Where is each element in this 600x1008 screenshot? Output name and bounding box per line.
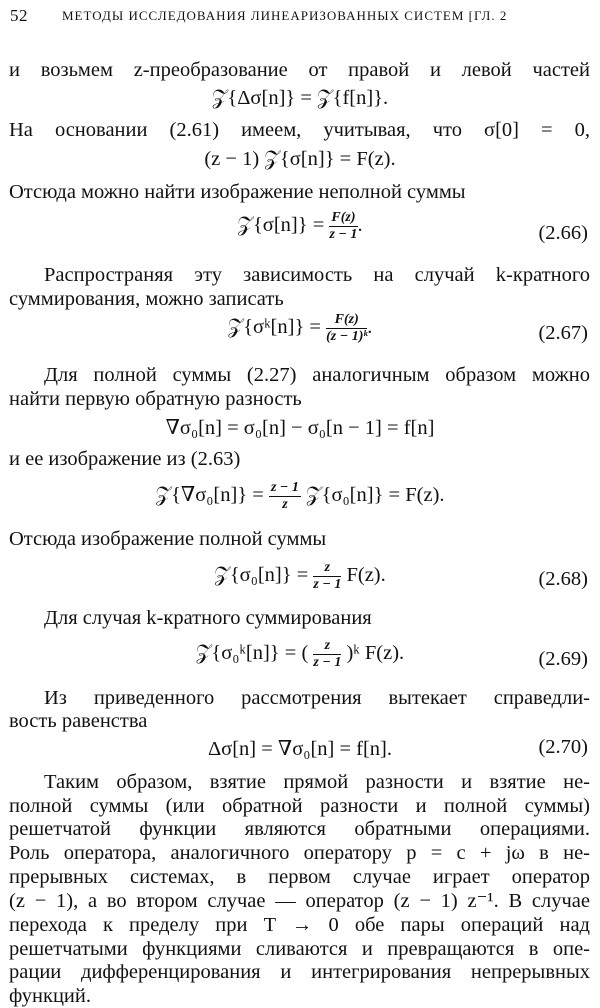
equation-lhs: 𝒵{∇σ₀[n]} = (155, 484, 264, 507)
equation-2-69 (0, 638, 600, 671)
page-header (10, 6, 588, 28)
equation-rhs: 𝒵{σ₀[n]} = F(z). (306, 484, 445, 507)
equation-2-67: 𝒵{σᵏ[n]} = $\frac{F(z)}{\text{(z − 1)ᵏ}}$ . (227, 312, 373, 344)
equation-rhs: F(z). (346, 564, 386, 587)
text-line: рации дифференцирования и интегрирования непрерывных (9, 961, 590, 983)
equation-2-68 (0, 560, 600, 593)
text-line: функций. (9, 985, 91, 1007)
text-line: Отсюда можно найти изображение неполной суммы (9, 181, 466, 203)
running-title: МЕТОДЫ ИССЛЕДОВАНИЯ ЛИНЕАРИЗОВАННЫХ СИСТЕМ [ГЛ. 2 (62, 8, 508, 23)
text-line: найти первую обратную разность (9, 388, 302, 410)
text-line: вость равенства (9, 710, 148, 732)
text-line: На основании (2.61) имеем, учитывая, что σ[0] = 0, (9, 119, 590, 141)
equation: 𝒵{Δσ[n]} = 𝒵{f[n]}. (211, 87, 389, 109)
text-line: Роль оператора, аналогичного оператору p = c + jω в не- (9, 842, 590, 864)
numerator: F(z) (331, 210, 356, 225)
text-line: и ее изображение из (2.63) (9, 448, 241, 470)
text-line: Отсюда изображение полной суммы (9, 528, 327, 550)
fraction (269, 480, 301, 513)
denominator: z − 1 (313, 577, 342, 592)
equation: ∇σ₀[n] = σ₀[n] − σ₀[n − 1] = f[n] (165, 417, 435, 439)
text-line: Таким образом, взятие прямой разности и взятие не- (44, 771, 590, 793)
equation-lhs: 𝒵{σ[n]} = (237, 214, 325, 237)
text-line: решетчатой функции являются обратными операциями. (9, 818, 590, 840)
text-line: суммирования, можно записать (9, 288, 284, 310)
text-line: прерывных системах, в первом случае играет оператор (9, 866, 590, 888)
numerator: F(z) (326, 312, 367, 329)
equation: (z − 1) 𝒵{σ[n]} = F(z). (204, 148, 396, 170)
text-line: и возьмем z-преобразование от правой и левой частей (9, 59, 590, 81)
equation-lhs: 𝒵{σ₀[n]} = (214, 564, 309, 587)
text-line: решетчатыми функциями сливаются и превращаются в опе- (9, 938, 590, 960)
equation-rhs: )ᵏ F(z). (346, 642, 405, 665)
equation (0, 480, 600, 513)
text-line: Для случая k-кратного суммирования (44, 607, 372, 629)
equation-number: (2.68) (538, 568, 588, 590)
text-line: (z − 1), а во втором случае — оператор (z − 1) z⁻¹. В случае (9, 890, 590, 912)
fraction (326, 312, 367, 345)
text-line: перехода к пределу при T → 0 обе пары операций над (9, 914, 590, 936)
page-number: 52 (10, 6, 28, 25)
text-line: Из приведенного рассмотрения вытекает справедли- (44, 687, 590, 709)
text-line: Для полной суммы (2.27) аналогичным образом можно (44, 364, 590, 386)
equation-number: (2.66) (538, 222, 588, 244)
numerator: z − 1 (270, 480, 299, 495)
equation-lhs: 𝒵{σᵏ[n]} = (227, 316, 321, 339)
text-line: Распространяя эту зависимость на случай k-кратного (44, 264, 590, 286)
equation-number: (2.69) (538, 648, 588, 670)
fraction (313, 560, 341, 593)
denominator: (z − 1)ᵏ (326, 329, 368, 344)
equation-lhs: 𝒵{σ₀ᵏ[n]} = ( (195, 642, 309, 665)
numerator: z (313, 560, 341, 577)
denominator: z − 1 (313, 655, 342, 670)
equation-2-66: 𝒵{σ[n]} = $\frac{F(z)}{z - 1}$ . (237, 210, 363, 242)
equation: Δσ[n] = ∇σ₀[n] = f[n]. (207, 738, 393, 760)
fraction (329, 210, 357, 243)
fraction (313, 638, 341, 671)
equation-number: (2.67) (538, 322, 588, 344)
numerator: z (313, 638, 341, 655)
equation-number: (2.70) (538, 736, 588, 758)
denominator: z − 1 (329, 227, 358, 242)
text-line: полной суммы (или обратной разности и полной суммы) (9, 795, 590, 817)
denominator: z (282, 497, 288, 512)
